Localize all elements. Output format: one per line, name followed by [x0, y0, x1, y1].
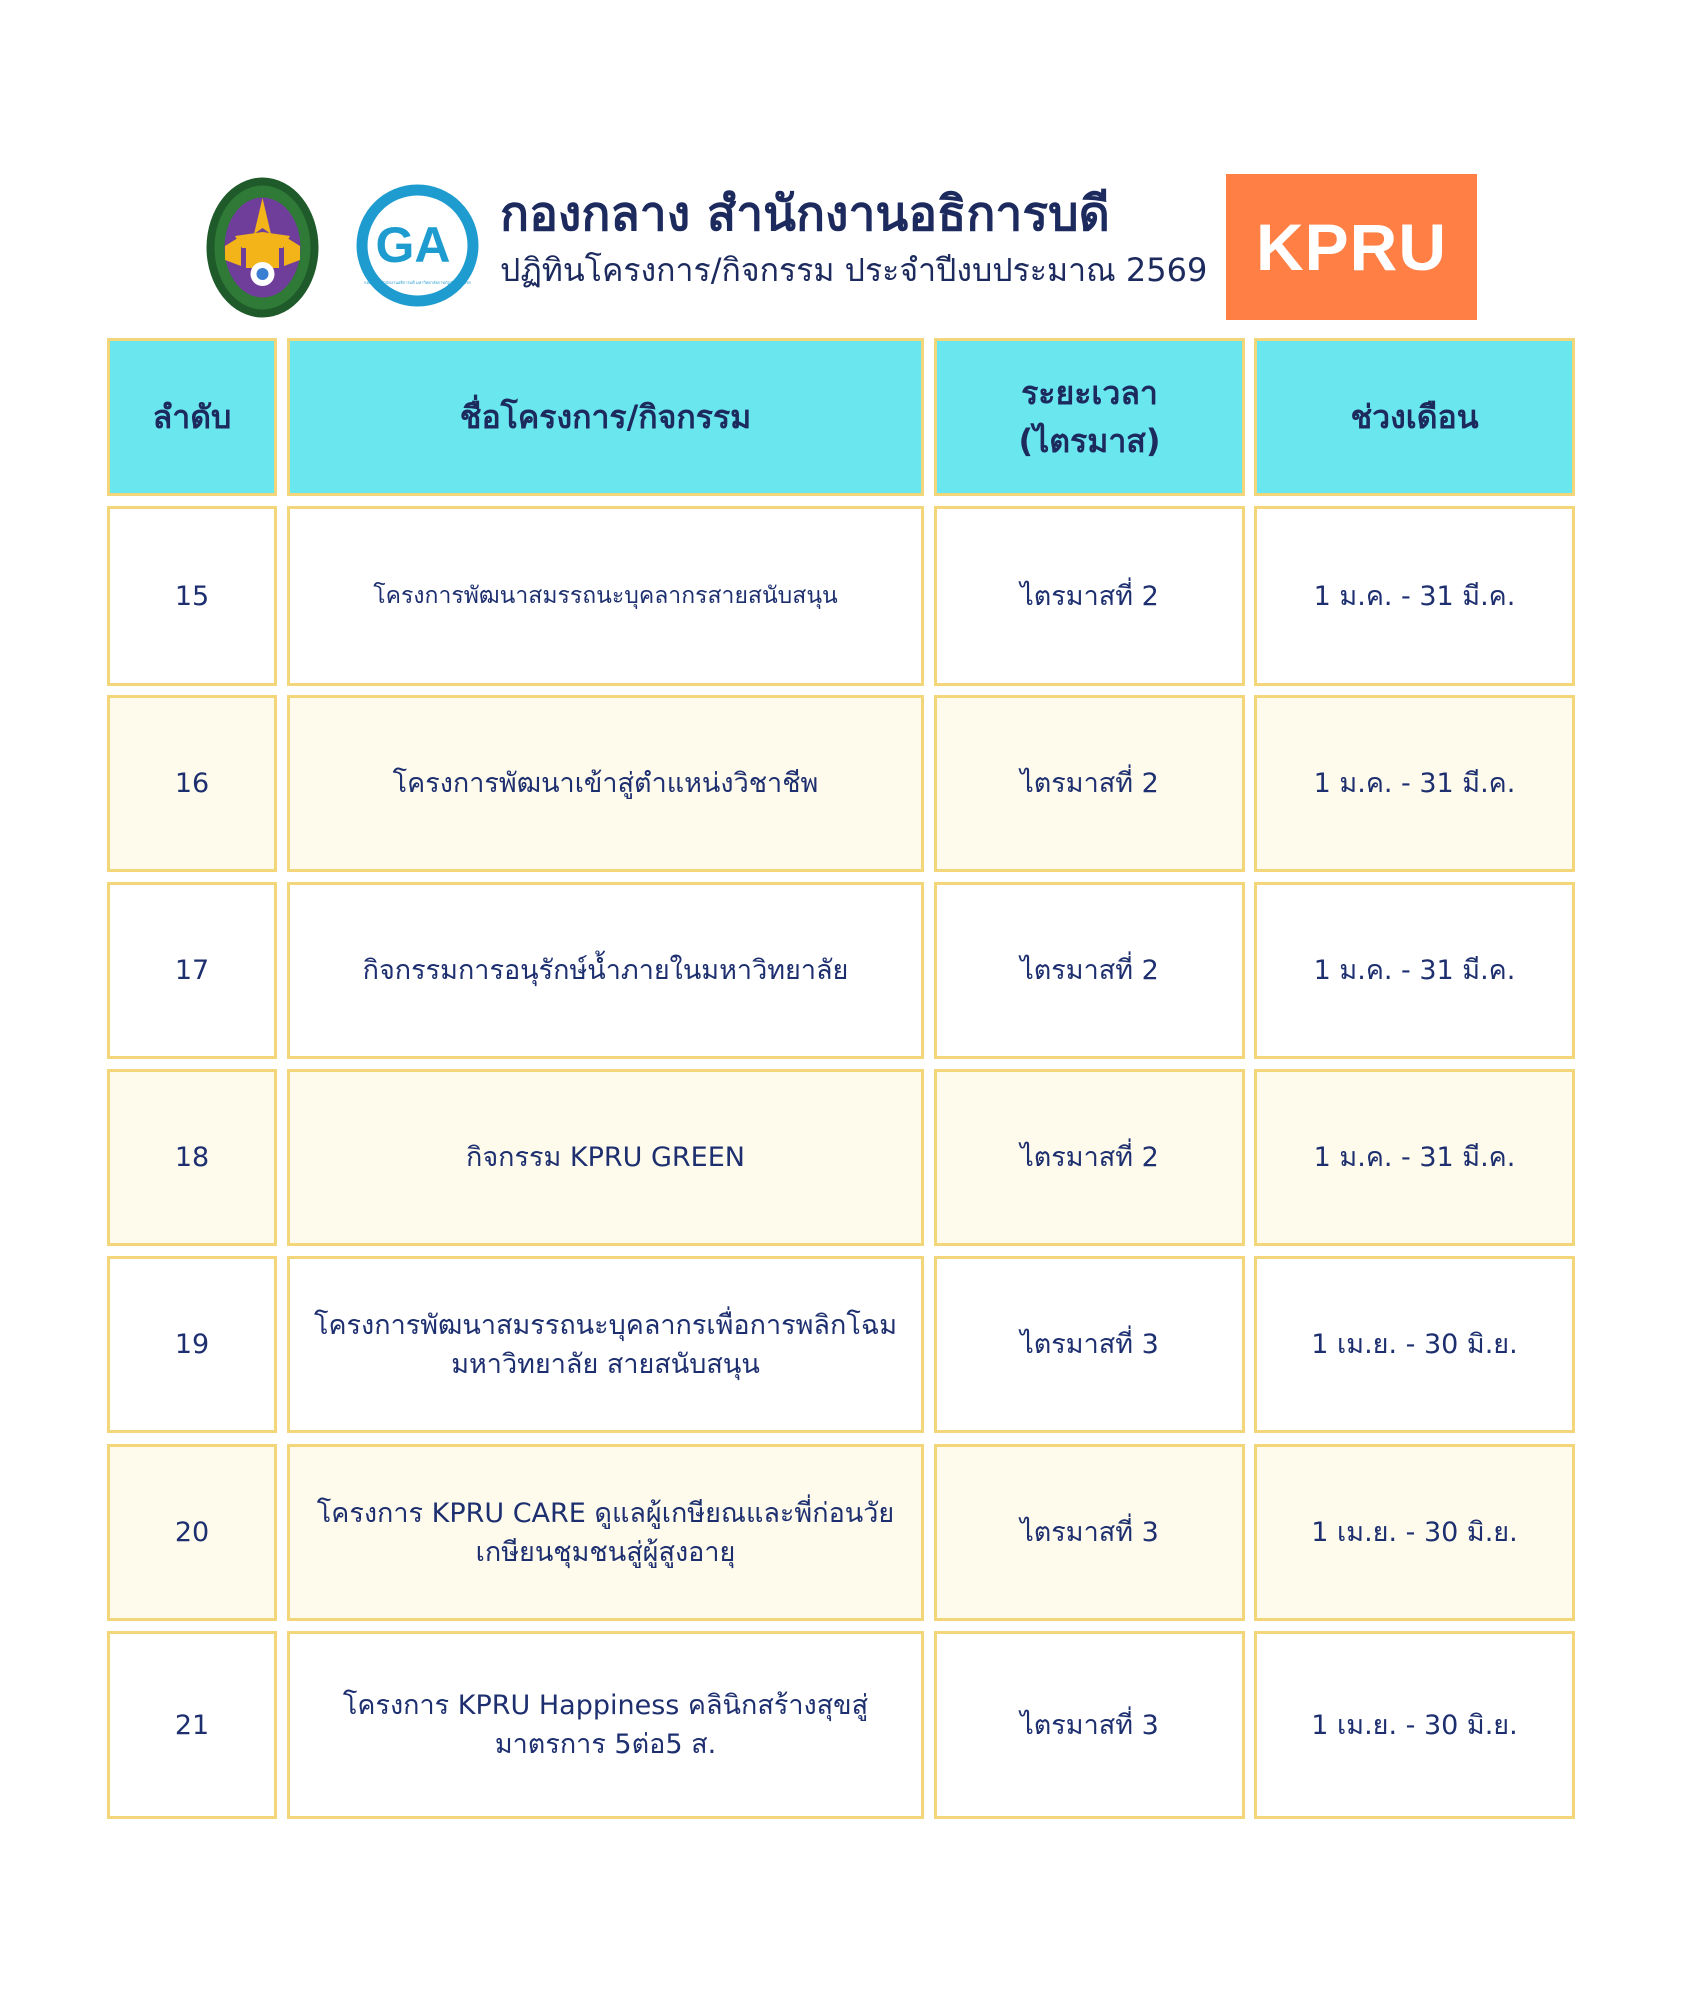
table-row-16-name [287, 695, 924, 872]
table-row-19-month [1254, 1256, 1575, 1433]
table-row-19-name [287, 1256, 924, 1433]
row-name-line1: โครงการพัฒนาสมรรถนะบุคลากรสายสนับสนุน [373, 582, 838, 609]
university-seal-logo [205, 176, 320, 319]
header-month-label: ช่วงเดือน [1350, 398, 1479, 436]
row-month: 1 ม.ค. - 31 มี.ค. [1313, 1142, 1516, 1173]
row-no: 20 [174, 1517, 210, 1548]
row-quarter: ไตรมาสที่ 2 [1020, 768, 1159, 799]
table-row-21-name [287, 1631, 924, 1819]
ga-logo [356, 184, 479, 307]
table-row-18-name [287, 1069, 924, 1246]
row-name-line1: โครงการ KPRU CARE ดูแลผู้เกษียณและพี่ก่อนวัย [316, 1497, 895, 1529]
row-quarter: ไตรมาสที่ 3 [1020, 1329, 1159, 1360]
table-row-20-month [1254, 1444, 1575, 1621]
table-row-21-month [1254, 1631, 1575, 1819]
row-quarter: ไตรมาสที่ 3 [1020, 1709, 1159, 1741]
kpru-badge [1226, 174, 1477, 320]
row-name-line2: เกษียนชุมชนสู่ผู้สูงอายุ [475, 1536, 736, 1568]
row-no: 15 [174, 580, 210, 612]
row-quarter: ไตรมาสที่ 3 [1020, 1517, 1159, 1548]
table-row-17-no [107, 882, 277, 1059]
table-row-18-quarter [934, 1069, 1245, 1246]
table-row-15-quarter [934, 506, 1245, 686]
header-month [1254, 338, 1575, 496]
table-row-20-name [287, 1444, 924, 1621]
header-no [107, 338, 277, 496]
table-row-16-no [107, 695, 277, 872]
row-name-line1: กิจกรรม KPRU GREEN [466, 1142, 745, 1173]
row-quarter: ไตรมาสที่ 2 [1020, 580, 1159, 612]
table-row-16-month [1254, 695, 1575, 872]
row-month: 1 เม.ย. - 30 มิ.ย. [1311, 1329, 1518, 1360]
row-month: 1 เม.ย. - 30 มิ.ย. [1311, 1517, 1518, 1548]
table-row-18-month [1254, 1069, 1575, 1246]
row-no: 21 [174, 1709, 210, 1741]
table-row-17-name [287, 882, 924, 1059]
table-row-17-month [1254, 882, 1575, 1059]
table-row-17-quarter [934, 882, 1245, 1059]
row-month: 1 ม.ค. - 31 มี.ค. [1313, 768, 1516, 799]
row-quarter: ไตรมาสที่ 2 [1020, 1142, 1159, 1173]
header-name [287, 338, 924, 496]
ga-logo-letters: GA [375, 217, 451, 273]
table-row-15-no [107, 506, 277, 686]
ga-logo-caption: กองกลาง สำนักงานอธิการบดี มหาวิทยาลัยราชภัฏกำแพงเพชร [364, 280, 471, 285]
header-no-label: ลำดับ [152, 398, 232, 436]
row-no: 18 [174, 1142, 210, 1173]
row-name-line1: กิจกรรมการอนุรักษ์น้ำภายในมหาวิทยาลัย [362, 955, 849, 986]
row-month: 1 ม.ค. - 31 มี.ค. [1313, 955, 1516, 986]
table-row-21-no [107, 1631, 277, 1819]
row-no: 19 [174, 1329, 210, 1360]
header-quarter [934, 338, 1245, 496]
kpru-badge-text: KPRU [1255, 210, 1447, 284]
header-name-label: ชื่อโครงการ/กิจกรรม [459, 398, 752, 436]
table-row-16-quarter [934, 695, 1245, 872]
row-no: 17 [174, 955, 210, 986]
table-row-15-month [1254, 506, 1575, 686]
row-name-line2: มาตรการ 5ต่อ5 ส. [494, 1729, 717, 1760]
table-row-20-no [107, 1444, 277, 1621]
row-quarter: ไตรมาสที่ 2 [1020, 955, 1159, 986]
row-month: 1 ม.ค. - 31 มี.ค. [1313, 580, 1516, 612]
table-row-19-quarter [934, 1256, 1245, 1433]
row-name-line2: มหาวิทยาลัย สายสนับสนุน [451, 1348, 760, 1380]
page-subtitle: ปฏิทินโครงการ/กิจกรรม ประจำปีงบประมาณ 2569 [500, 251, 1208, 289]
table-row-15-name [287, 506, 924, 686]
table-row-19-no [107, 1256, 277, 1433]
page-title: กองกลาง สำนักงานอธิการบดี [500, 186, 1110, 242]
table-row-21-quarter [934, 1631, 1245, 1819]
row-month: 1 เม.ย. - 30 มิ.ย. [1311, 1709, 1518, 1741]
table-row-18-no [107, 1069, 277, 1246]
table-row-20-quarter [934, 1444, 1245, 1621]
title-block [500, 184, 1220, 292]
header-quarter-label-line1: ระยะเวลา [1021, 374, 1158, 412]
row-name-line1: โครงการพัฒนาเข้าสู่ตำแหน่งวิชาชีพ [392, 768, 819, 799]
row-name-line1: โครงการพัฒนาสมรรถนะบุคลากรเพื่อการพลิกโฉม [313, 1309, 898, 1341]
header-quarter-label-line2: (ไตรมาส) [1018, 422, 1161, 460]
row-name-line1: โครงการ KPRU Happiness คลินิกสร้างสุขสู่ [342, 1690, 869, 1721]
row-no: 16 [174, 768, 210, 799]
